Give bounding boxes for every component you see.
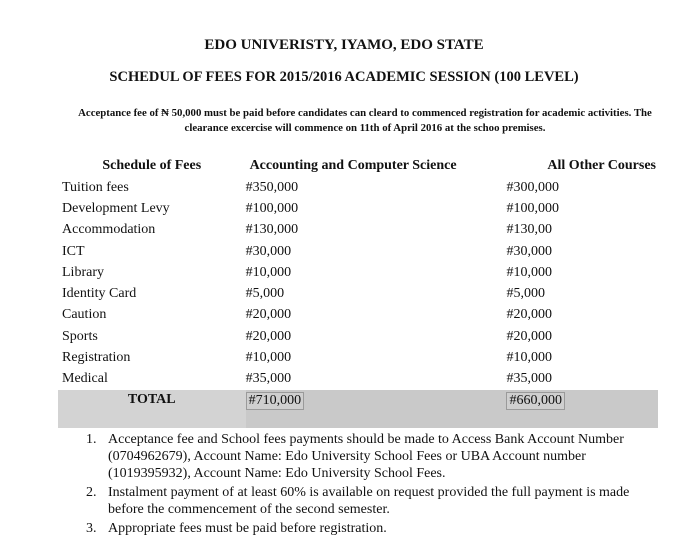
- payment-notes: [86, 431, 646, 539]
- university-title: EDO UNIVERISTY, IYAMO, EDO STATE: [204, 37, 484, 53]
- fee-acs: #30,000: [245, 243, 292, 259]
- total-row: [58, 390, 658, 428]
- fee-other: #300,000: [506, 179, 559, 195]
- fee-other: #5,000: [506, 286, 545, 302]
- fees-table: [58, 155, 658, 428]
- table-row: [58, 262, 658, 283]
- note-number: 2.: [86, 485, 97, 500]
- note-text: Instalment payment of at least 60% is available on request provided the full payment is made before the commencement of the second semester.: [108, 485, 630, 517]
- fee-item: Library: [62, 264, 104, 280]
- table-row: [58, 347, 658, 368]
- table-row: [58, 283, 658, 304]
- note-text: Acceptance fee and School fees payments should be made to Access Bank Account Number (0704962679), Account Name: Edo University School Fees or UBA Account number (1019395932), Account Name: Edo University School Fees.: [108, 432, 624, 481]
- fee-other: #20,000: [506, 307, 552, 323]
- fee-item: Tuition fees: [62, 179, 129, 195]
- table-row: [58, 241, 658, 262]
- fee-other: #20,000: [506, 328, 552, 344]
- fee-item: ICT: [62, 243, 85, 259]
- table-header-row: [58, 155, 658, 177]
- fee-item: Registration: [62, 350, 131, 366]
- fee-item: Accommodation: [62, 222, 156, 238]
- fee-acs: #10,000: [245, 264, 292, 280]
- fee-acs: #20,000: [245, 307, 292, 323]
- table-row: [58, 369, 658, 390]
- fee-other: #100,000: [506, 200, 559, 216]
- note-number: 3.: [86, 521, 97, 536]
- table-row: [58, 220, 658, 241]
- table-row: [58, 305, 658, 326]
- table-row: [58, 326, 658, 347]
- note-item: [86, 431, 646, 482]
- acceptance-notice: Acceptance fee of ₦ 50,000 must be paid before candidates can cleard to commenced registration for academic activities. The clearance excercise will commence on 11th of April 2016 at the schoo premises.: [78, 107, 652, 134]
- note-text: Appropriate fees must be paid before registration.: [108, 521, 387, 536]
- header-accounting-cs: Accounting and Computer Science: [249, 158, 457, 173]
- fee-item: Caution: [62, 307, 107, 323]
- fee-acs: #5,000: [245, 286, 285, 302]
- total-other: #660,000: [506, 392, 565, 410]
- header-schedule: Schedule of Fees: [102, 158, 202, 173]
- fee-other: #10,000: [506, 264, 552, 280]
- table-row: [58, 198, 658, 219]
- fee-acs: #130,000: [245, 222, 299, 238]
- fee-acs: #100,000: [245, 200, 299, 216]
- fee-other: #130,00: [506, 222, 552, 238]
- fee-item: Medical: [62, 371, 108, 387]
- fee-acs: #10,000: [245, 350, 292, 366]
- total-acs-cell: [246, 390, 507, 428]
- fee-item: Sports: [62, 328, 98, 344]
- note-item: [86, 484, 646, 518]
- fee-acs: #350,000: [245, 179, 299, 195]
- fee-acs: #35,000: [245, 371, 292, 387]
- total-acs: #710,000: [246, 392, 305, 410]
- fee-acs: #20,000: [245, 328, 292, 344]
- fee-item: Identity Card: [62, 286, 137, 302]
- total-label: TOTAL: [58, 390, 246, 428]
- note-number: 1.: [86, 432, 97, 447]
- note-item: [86, 520, 646, 537]
- fee-item: Development Levy: [62, 200, 170, 216]
- table-row: [58, 177, 658, 198]
- schedule-title: SCHEDUL OF FEES FOR 2015/2016 ACADEMIC SESSION (100 LEVEL): [109, 69, 579, 85]
- fee-other: #30,000: [506, 243, 552, 259]
- header-other-courses: All Other Courses: [547, 158, 656, 173]
- total-other-cell: [506, 390, 658, 428]
- fee-other: #10,000: [506, 350, 552, 366]
- fee-other: #35,000: [506, 371, 552, 387]
